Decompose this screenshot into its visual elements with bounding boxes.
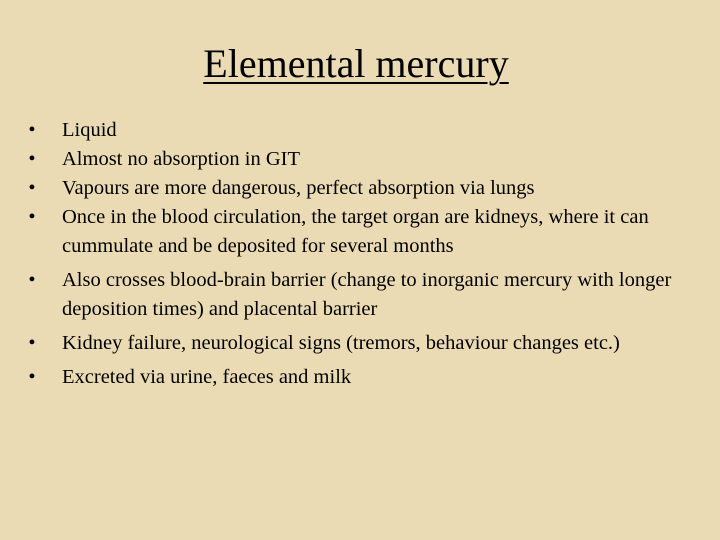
bullet-icon: • [28, 177, 36, 199]
bullet-text: Vapours are more dangerous, perfect absorption via lungs [62, 177, 535, 199]
bullet-text: Also crosses blood-brain barrier (change to inorganic mercury with longer deposition times) and placental barrier [62, 269, 672, 320]
bullet-text: Once in the blood circulation, the target organ are kidneys, where it can cummulate and be deposited for several months [62, 206, 649, 257]
bullet-icon: • [28, 332, 36, 354]
bullet-item-vapours [26, 174, 686, 203]
bullet-text: Almost no absorption in GIT [62, 148, 301, 170]
bullet-list [26, 116, 686, 397]
bullet-item-excretion [26, 363, 686, 392]
bullet-text: Kidney failure, neurological signs (tremors, behaviour changes etc.) [62, 332, 620, 354]
bullet-icon: • [28, 366, 36, 388]
bullet-item-target-organ [26, 203, 686, 261]
bullet-text: Liquid [62, 119, 117, 141]
bullet-icon: • [28, 269, 36, 291]
bullet-item-kidney-failure [26, 329, 686, 358]
bullet-text: Excreted via urine, faeces and milk [62, 366, 352, 388]
bullet-item-liquid [26, 116, 686, 145]
slide-title: Elemental mercury [203, 41, 509, 86]
bullet-icon: • [28, 119, 36, 141]
bullet-icon: • [28, 206, 36, 228]
bullet-item-absorption-git [26, 145, 686, 174]
bullet-icon: • [28, 148, 36, 170]
bullet-item-barriers [26, 266, 686, 324]
